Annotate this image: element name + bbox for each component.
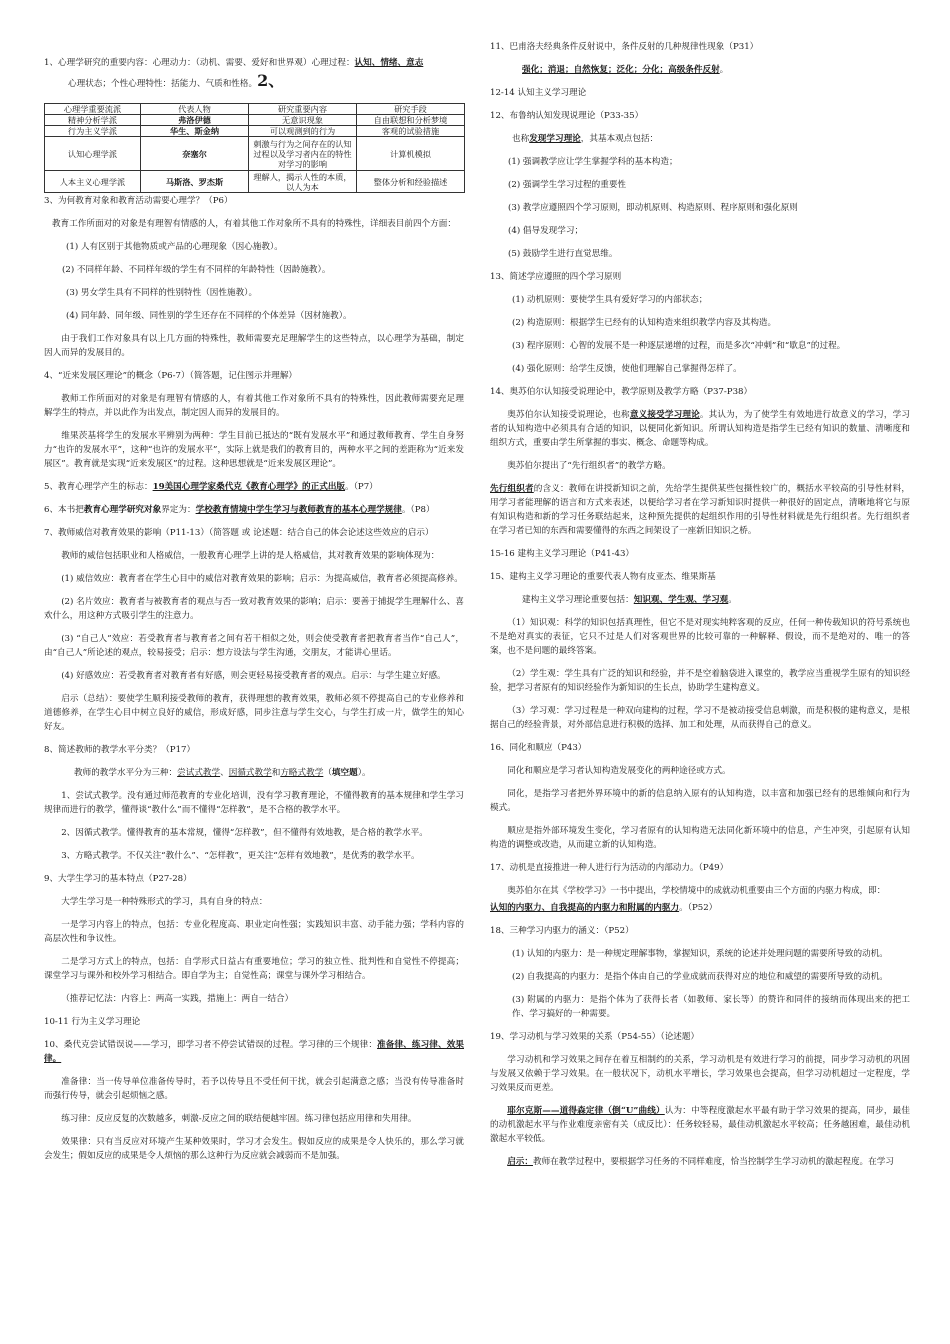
question-heading: 17、动机是直接推进一种人进行行为活动的内部动力。（P49） — [490, 863, 729, 873]
list-item: (2) 强调学生学习过程的重要性 — [508, 180, 627, 190]
list-item: (2) 名片效应：教育者与被教育者的观点与否一致对教育效果的影响；启示：要善于捕捉学生理解什么、喜欢什么，用这种方式吸引学生的注意力。 — [44, 597, 464, 621]
text: 6、本书把 — [44, 505, 84, 515]
list-item: 一是学习内容上的特点，包括：专业化程度高、职业定向性强；实践知识丰富、动手能力强；学科内容的高层次性和争议性。 — [44, 920, 464, 944]
paragraph — [490, 1104, 910, 1146]
list-item: (1) 人有区别于其他物质或产品的心理现象（因心施教）。 — [66, 242, 283, 252]
paragraph: 教师工作所面对的对象是有理智有情感的人，有着其他工作对象所不具有的特殊性，因此教师需要充足理解学生的特点，并以此作为出发点，制定因人而异的发展目的。 — [44, 394, 464, 418]
paragraph — [490, 132, 910, 146]
list-item: (2) 自我提高的内驱力：是指个体由自己的学业成就而获得对应的地位和威望的需要所导致的动机。 — [512, 972, 888, 982]
list-item: (1) 威信效应：教育者在学生心目中的威信对教育效果的影响；启示：为提高威信，教育者必须提高修养。 — [61, 574, 463, 584]
list-item: (3) 附属的内驱力：是指个体为了获得长者（如教师、家长等）的赞许和同伴的接纳而体现出来的把工作、学习搞好的一种需要。 — [512, 995, 910, 1019]
list-item: (1) 强调教学应让学生掌握学科的基本构造； — [508, 157, 678, 167]
list-item: (4) 同年龄、同年级、同性别的学生还存在不同样的个体差异（因材施教）。 — [66, 311, 352, 321]
intro-text: 1、心理学研究的重要内容：心理动力：（动机、需要、爱好和世界观）心理过程： — [44, 58, 355, 68]
list-item: (2) 构造原则：根据学生已经有的认知构造来组织教学内容及其构造。 — [512, 318, 777, 328]
emphasis: 填空题 — [331, 768, 358, 778]
list-item: (5) 鼓励学生进行直觉思维。 — [508, 249, 618, 259]
emphasis: 知识观、学生观、学习观 — [633, 595, 729, 605]
paragraph: 维果茨基将学生的发展水平辨别为两种：学生目前已抵达的“既有发展水平”和通过教师教育、学生自身努力“也许的发展水平”，这种“也许的发展水平”，实际上就是我们的教育目的，两种水平之间的差距称为“近来发展区”。教育就是实现“近来发展区”的过程。这种思想就是“近来发展区理论”。 — [44, 431, 464, 469]
list-item: 2、因循式教学。懂得教育的基本常规，懂得“怎样教”，但不懂得有效地教，是合格的教学水平。 — [61, 828, 428, 838]
list-item: (1) 动机原则：要使学生具有爱好学习的内部状态； — [512, 295, 708, 305]
question-heading: 7、教师威信对教育效果的影响（P11-13）（简答题 或 论述题：结合自己的体会论述这些效应的启示） — [44, 528, 434, 538]
text: 。 — [728, 595, 737, 605]
list-item: 1、尝试式教学。没有通过师范教育的专业化培训，没有学习教育理论，不懂得教育的基本规律和学生学习规律而进行的教学，懂得谈“教什么”而不懂得“怎样教”，是不合格的教学水平。 — [44, 791, 464, 815]
paragraph: 教师的威信包括职业和人格威信，一般教育心理学上讲的是人格威信，其对教育效果的影响体现为： — [61, 551, 440, 561]
list-item: (4) 倡导发现学习； — [508, 226, 584, 236]
table-cell: 无意识现象 — [249, 115, 357, 126]
list-item: (3) 教学应遵照四个学习原则，即动机原则、构造原则、程序原则和强化原则 — [508, 203, 798, 213]
table-cell: 认知心理学派 — [45, 137, 141, 171]
right-column — [490, 40, 910, 1178]
answer-line — [490, 63, 910, 77]
paragraph: 同化，是指学习者把外界环境中的新的信息纳入原有的认知构造，以丰富和加强已经有的思维倾向和行为模式。 — [490, 789, 910, 813]
paragraph: 奥苏伯尔在其《学校学习》一书中提出，学校情境中的成就动机重要由三个方面的内驱力构成，即： — [507, 886, 886, 896]
intro-emphasis: 认知、情绪、意志 — [354, 58, 424, 68]
table-row — [45, 126, 465, 137]
intro-line-1 — [44, 56, 464, 70]
emphasis: 发现学习理论 — [529, 134, 581, 144]
table-cell: 整体分析和经验描述 — [357, 171, 465, 193]
question-heading: 16、同化和顺应（P43） — [490, 743, 587, 753]
table-row — [45, 137, 465, 171]
question-heading: 4、“近来发展区理论”的概念（P6-7）（简答题，记住图示并理解） — [44, 371, 298, 381]
table-cell: 精神分析学派 — [45, 115, 141, 126]
emphasis: 教育心理学研究对象 — [83, 505, 162, 515]
paragraph: 学习动机和学习效果之间存在着互相制约的关系，学习动机是有效进行学习的前提，同步学习动机的巩固与发展又依赖于学习效果。在一般状况下，动机水平增长，学习效果也会提高，但学习动机超过一定程度，学习效果反而更差。 — [490, 1055, 910, 1093]
emphasis: 学校教育情境中学生学习与教师教育的基本心理学规律 — [195, 505, 402, 515]
term: 尝试式教学 — [177, 768, 221, 778]
list-item: （3）学习观：学习过程是一种双向建构的过程，学习不是被动接受信息刺激，而是积极的建构意义，是根据自己的经验背景，对外部信息进行积极的选择、加工和处理，从而获得自己的意义。 — [490, 706, 910, 730]
table-cell: 华生、斯金纳 — [141, 126, 249, 137]
text: 、 — [220, 768, 229, 778]
paragraph: 教育工作所面对的对象是有理智有情感的人，有着其他工作对象所不具有的特殊性，详细表目前四个方面： — [52, 219, 456, 229]
emphasis: 认知的内驱力、自我提高的内驱力和附属的内驱力 — [490, 903, 680, 913]
emphasis: 准备律、练习律、效果律。 — [44, 1040, 464, 1064]
text: 。（P7） — [345, 482, 378, 492]
question-heading: 12、布鲁纳认知发现说理论（P33-35） — [490, 111, 644, 121]
list-item: 练习律：反应反复的次数越多，刺激-反应之间的联结便越牢固。练习律包括应用律和失用律。 — [61, 1114, 417, 1124]
question-heading — [44, 480, 464, 494]
text: 认为：中等程度激起水平最有助于学习效果的提高，同步，最佳的动机激起水平与作业难度亲密有关（成反比）：任务较轻易，最佳动机激起水平较高；任务越困难，最佳动机激起水平较低。 — [490, 1106, 910, 1144]
paragraph: 由于我们工作对象具有以上几方面的特殊性，教师需要充足理解学生的这些特点，以心理学为基础，制定因人而异的发展目的。 — [44, 334, 464, 358]
text: 。（P52） — [679, 903, 718, 913]
emphasis: 耶尔克斯——道得森定律（倒“U”曲线） — [507, 1106, 665, 1116]
question-heading: 19、学习动机与学习效果的关系（P54-55）（论述题） — [490, 1032, 700, 1042]
section-number: 2、 — [257, 71, 285, 90]
emphasis: 19美国心理学家桑代克《教育心理学》的正式出版 — [152, 482, 346, 492]
text: （ — [323, 768, 332, 778]
intro-text-2: 心理状态；个性心理特性：括能力、气质和性格。 — [68, 79, 258, 89]
paragraph: 启示（总结）：要使学生顺利接受教师的教育，获得理想的教育效果，教师必须不停提高自己的专业修养和道德修养，在学生心目中树立良好的威信，形成好感，同步注意与学生交心，与学生打成一片，做学生的知心好友。 — [44, 694, 464, 732]
question-heading: 15、建构主义学习理论的重要代表人物有皮亚杰、维果斯基 — [490, 572, 716, 582]
question-heading: 14、奥苏伯尔认知接受说理论中，教学原则及教学方略（P37-P38） — [490, 387, 753, 397]
question-heading: 11、巴甫洛夫经典条件反射说中，条件反射的几种规律性现象（P31） — [490, 42, 759, 52]
table-cell: 自由联想和分析梦境 — [357, 115, 465, 126]
list-item: (2) 不同样年龄、不同样年级的学生有不同样的年龄特性（因龄施教）。 — [62, 265, 331, 275]
emphasis: 意义接受学习理论 — [629, 410, 700, 420]
left-column — [44, 40, 464, 1172]
table-cell: 马斯洛、罗杰斯 — [141, 171, 249, 193]
list-item: （1）知识观：科学的知识包括真理性，但它不是对现实纯粹客观的反应，任何一种传载知识的符号系统也不是绝对真实的表征，它只不过是人们对客观世界的比较可靠的一种解释、假设，而不是绝对的、唯一的答案，也不是问题的最终答案。 — [490, 618, 910, 656]
table-header: 心理学重要流派 — [45, 104, 141, 115]
text: 。其认为，为了使学生有效地进行故意义的学习，学习者的认知构造中必须具有合适的知识，以便同化新知识。所谓认知构造是指学生已经有知识的数量、清晰度和组织方式，重要由学生所掌握的事实、概念、命题等构成。 — [490, 410, 910, 448]
paragraph — [44, 766, 464, 780]
text: 教师在教学过程中，要根据学习任务的不同样难度，恰当控制学生学习动机的激起程度。在学习 — [532, 1157, 894, 1167]
term: 方略式教学 — [280, 768, 324, 778]
table-row — [45, 115, 465, 126]
table-header: 研究手段 — [357, 104, 465, 115]
paragraph — [490, 408, 910, 450]
paragraph — [490, 593, 910, 607]
psychology-schools-table — [44, 103, 465, 193]
text: 奥苏伯尔认知接受说理论，也称 — [507, 410, 630, 420]
paragraph: 奥苏伯尔提出了“先行组织者”的教学方略。 — [507, 461, 671, 471]
question-heading: 8、简述教师的教学水平分类？（P17） — [44, 745, 196, 755]
intro-line-2 — [44, 71, 464, 91]
table-cell: 人本主义心理学派 — [45, 171, 141, 193]
list-item: （2）学生观：学生具有广泛的知识和经验，并不是空着脑袋进入课堂的，教学应当重视学生原有的知识经验，把学习者原有的知识经验作为新知识的生长点，协助学生建构意义。 — [490, 669, 910, 693]
emphasis: 强化；消退；自然恢复；泛化；分化；高级条件反射 — [522, 65, 720, 75]
section-heading: 12-14 认知主义学习理论 — [490, 88, 587, 98]
list-item: 准备律：当一传导单位准备传导时，若予以传导且不受任何干扰，就会引起满意之感；当没有传导准备时而强行传导，就会引起烦恼之感。 — [44, 1077, 464, 1101]
question-heading: 13、简述学应遵照的四个学习原则 — [490, 272, 622, 282]
text: 也称 — [512, 134, 530, 144]
paragraph: 顺应是指外部环境发生变化，学习者原有的认知构造无法同化新环境中的信息，产生冲突，引起原有认知构造的调整或改造，从而建立新的认知构造。 — [490, 826, 910, 850]
text: ，其基本观点包括： — [580, 134, 659, 144]
list-item: (3) 男女学生具有不同样的性别特性（因性施教）。 — [66, 288, 258, 298]
text: 5、教育心理学产生的标志： — [44, 482, 153, 492]
question-heading: 18、三种学习内驱力的涵义：（P52） — [490, 926, 634, 936]
table-cell: 可以观测到的行为 — [249, 126, 357, 137]
question-heading: 3、为何教育对象和教育活动需要心理学？（P6） — [44, 196, 233, 206]
list-item: (3) 程序原则：心智的发展不是一种逐层递增的过程，而是多次“冲刺”和“歇息”的过程。 — [512, 341, 846, 351]
table-header-row — [45, 104, 465, 115]
text: ）。 — [357, 768, 371, 778]
text: 。（P8） — [401, 505, 435, 515]
table-header: 研究重要内容 — [249, 104, 357, 115]
section-heading: 10-11 行为主义学习理论 — [44, 1017, 141, 1027]
text: 的含义：教师在讲授新知识之前，先给学生提供某些包摄性较广的，概括水平较高的引导性材料，用学习者能理解的语言和方式来表述，以便给学习者在学习新知识时提供一种很好的固定点，清晰地将它与原有知识构造和新的学习任务联结起来，这种预先提供的起组织作用的引导性材料就是先行组织者。先行组织者在学习者已知的东西和需要懂得的东西之间架设了一座新旧知识之桥。 — [490, 484, 910, 536]
table-cell: 奈塞尔 — [141, 137, 249, 171]
text: 10、桑代克尝试错误说——学习，即学习者不停尝试错误的过程。学习律的三个规律： — [44, 1040, 378, 1050]
table-cell: 客观的试验措施 — [357, 126, 465, 137]
section-heading: 15-16 建构主义学习理论（P41-43） — [490, 549, 635, 559]
list-item: 效果律：只有当反应对环境产生某种效果时，学习才会发生。假如反应的成果是令人快乐的，那么学习就会发生；假如反应的成果是令人烦恼的那么这种行为反应就会减弱而不是加强。 — [44, 1137, 464, 1161]
question-heading — [44, 1038, 464, 1066]
list-item: 二是学习方式上的特点，包括：自学形式日益占有重要地位；学习的独立性、批判性和自觉性不停提高；课堂学习与课外和校外学习相结合。即自学为主；自觉性高；课堂与课外学习相结合。 — [44, 957, 464, 981]
list-item: (4) 强化原则：给学生反馈，使他们理解自己掌握得怎样了。 — [512, 364, 742, 374]
table-row — [45, 171, 465, 193]
table-header: 代表人物 — [141, 104, 249, 115]
text: 和 — [271, 768, 281, 778]
paragraph — [490, 901, 910, 915]
table-cell: 弗洛伊德 — [141, 115, 249, 126]
list-item: (4) 好感效应：若受教育者对教育者有好感，则会更轻易接受教育者的观点。启示：与学生建立好感。 — [61, 671, 446, 681]
text: 。 — [719, 65, 729, 75]
paragraph: （推荐记忆法：内容上：两高一实践，措施上：两自一结合） — [61, 994, 294, 1004]
table-cell: 刺激与行为之间存在的认知过程以及学习者内在的特性对学习的影响 — [249, 137, 357, 171]
paragraph: 大学生学习是一种特殊形式的学习，具有自身的特点： — [61, 897, 268, 907]
paragraph — [490, 482, 910, 538]
emphasis: 先行组织者 — [490, 484, 534, 494]
question-heading: 9、大学生学习的基本特点（P27-28） — [44, 874, 192, 884]
text: 教师的教学水平分为三种： — [74, 768, 178, 778]
list-item: (3) “自己人”效应：若受教育者与教育者之间有若干相似之处，则会使受教育者把教育者当作“自己人”，由“自己人”所论述的观点，较易接受；启示：想方设法与学生沟通，交朋友，才能讲心里话。 — [44, 634, 464, 658]
table-cell: 理解人，揭示人性的本质，以人为本 — [249, 171, 357, 193]
text: 界定为： — [161, 505, 196, 515]
paragraph: 同化和顺应是学习者认知构造发展变化的两种途径或方式。 — [507, 766, 731, 776]
text: 建构主义学习理论重要包括： — [522, 595, 634, 605]
term: 因循式教学 — [228, 768, 272, 778]
list-item: 3、方略式教学。不仅关注“教什么”、“怎样教”，更关注“怎样有效地教”，是优秀的教学水平。 — [61, 851, 420, 861]
list-item: (1) 认知的内驱力：是一种规定理解事物，掌握知识，系统的论述并处理问题的需要所导致的动机。 — [512, 949, 888, 959]
table-cell: 行为主义学派 — [45, 126, 141, 137]
question-heading — [44, 503, 464, 517]
table-cell: 计算机模拟 — [357, 137, 465, 171]
emphasis: 启示： — [507, 1157, 533, 1167]
paragraph — [490, 1155, 910, 1169]
